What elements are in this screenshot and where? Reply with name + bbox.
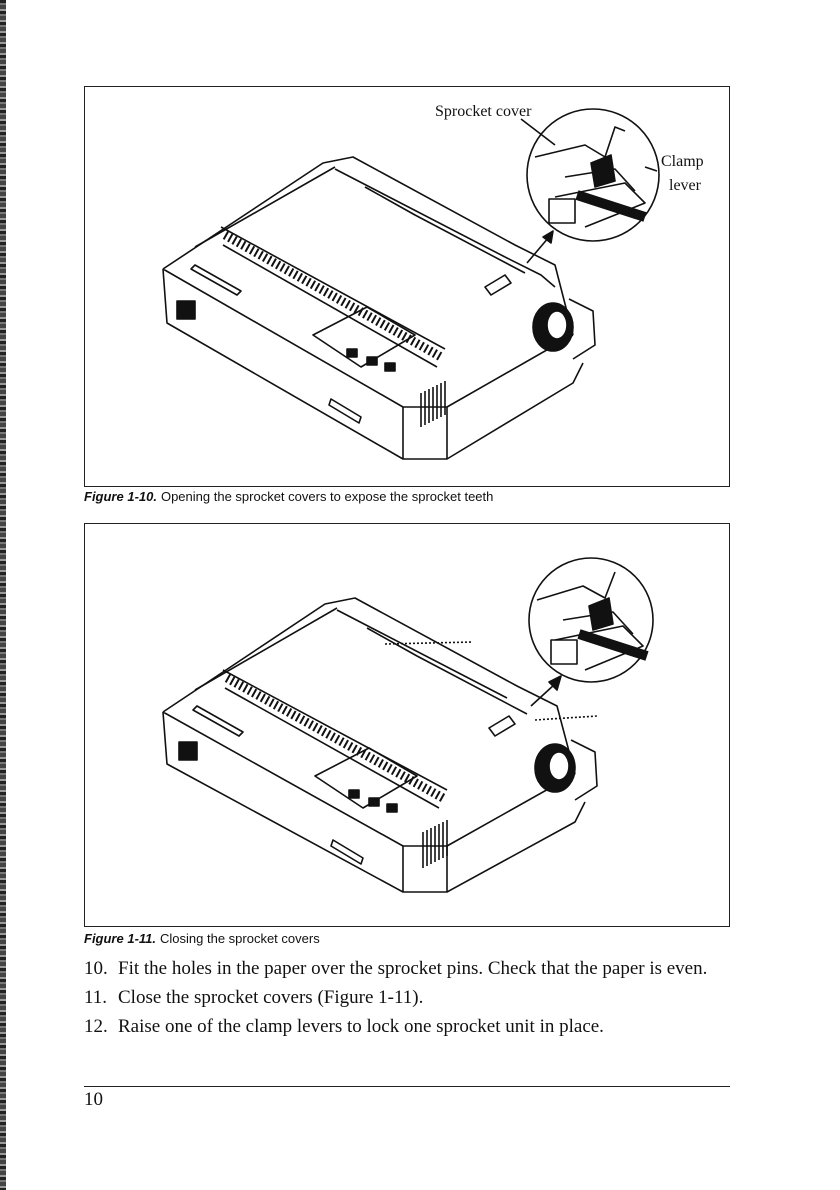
callout-lever: lever (669, 177, 701, 194)
step-text: Raise one of the clamp levers to lock one sprocket unit in place. (118, 1016, 604, 1037)
step-text: Fit the holes in the paper over the sprocket pins. Check that the paper is even. (118, 958, 708, 979)
step-12 (84, 1016, 734, 1038)
callout-clamp: Clamp (661, 153, 704, 170)
caption-label: Figure 1-10. (84, 489, 157, 504)
callout-sprocket-cover: Sprocket cover (435, 103, 532, 120)
step-number: 12. (84, 1016, 108, 1037)
footer-rule (84, 1086, 730, 1087)
caption-text: Closing the sprocket covers (160, 931, 320, 946)
figure-caption-1-10 (84, 489, 493, 504)
figure-1-10 (84, 86, 730, 487)
figure-1-11 (84, 523, 730, 927)
caption-text: Opening the sprocket covers to expose the sprocket teeth (160, 489, 494, 504)
scan-edge (0, 0, 6, 1190)
page-number: 10 (84, 1089, 103, 1110)
step-10 (84, 958, 734, 980)
figure-caption-1-11 (84, 931, 320, 946)
printer-illustration-open (85, 87, 729, 486)
instruction-steps (84, 958, 734, 1045)
caption-label: Figure 1-11. (84, 931, 157, 946)
step-number: 10. (84, 958, 108, 979)
printer-illustration-closed (85, 524, 729, 926)
step-11 (84, 987, 734, 1009)
step-number: 11. (84, 987, 108, 1008)
step-text: Close the sprocket covers (Figure 1-11). (118, 987, 424, 1008)
